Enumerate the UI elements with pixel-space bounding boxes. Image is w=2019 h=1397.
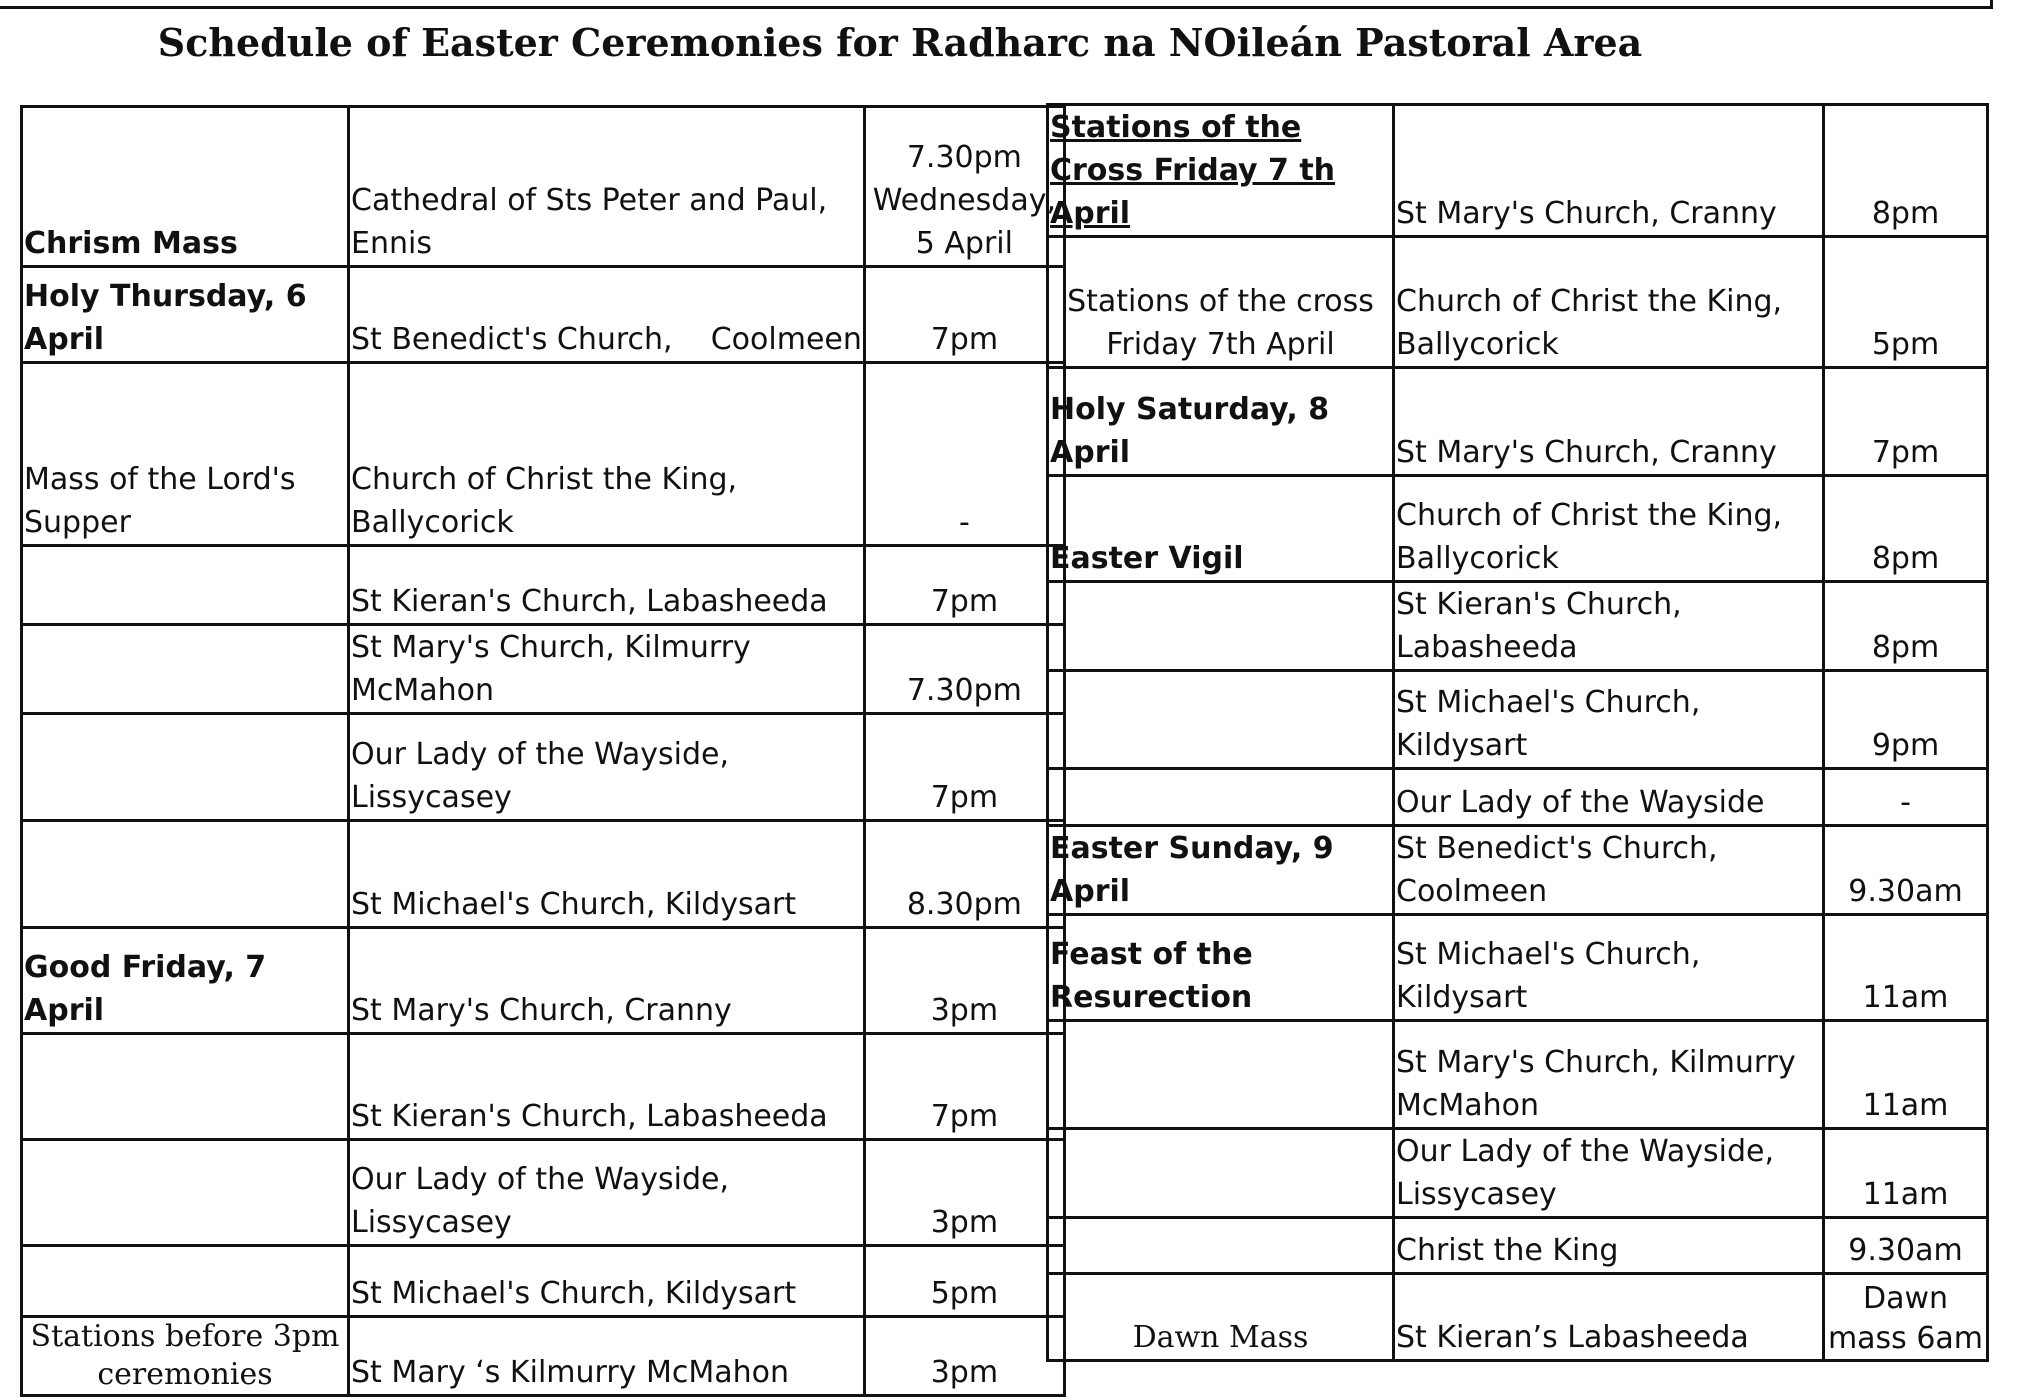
church-cell: St Kieran's Church, Labasheeda — [349, 1034, 865, 1140]
table-row — [22, 267, 1065, 363]
table-row — [1048, 476, 1988, 582]
time-cell: 11am — [1824, 1021, 1988, 1129]
event-cell: Stations of the Cross Friday 7 th April — [1048, 105, 1394, 237]
church-cell: Christ the King — [1394, 1218, 1824, 1274]
event-cell: Chrism Mass — [22, 107, 349, 267]
church-cell: Our Lady of the Wayside, Lissycasey — [349, 714, 865, 821]
event-cell: Easter Sunday, 9 April — [1048, 826, 1394, 915]
time-cell: 8pm — [1824, 105, 1988, 237]
church-cell: St Michael's Church, Kildysart — [1394, 915, 1824, 1021]
time-cell: 3pm — [864, 928, 1064, 1034]
table-row — [22, 1317, 1065, 1396]
event-cell: Mass of the Lord's Supper — [22, 363, 349, 546]
time-cell: Dawn mass 6am — [1824, 1274, 1988, 1361]
church-cell: St Benedict's Church, Coolmeen — [1394, 826, 1824, 915]
time-cell: 11am — [1824, 915, 1988, 1021]
time-cell: 7pm — [864, 546, 1064, 625]
event-cell — [1048, 671, 1394, 769]
time-cell: 11am — [1824, 1129, 1988, 1218]
event-cell — [22, 1246, 349, 1317]
event-cell — [22, 714, 349, 821]
table-row — [1048, 826, 1988, 915]
time-cell: 9.30am — [1824, 1218, 1988, 1274]
table-row — [22, 1246, 1065, 1317]
church-cell: St Kieran's Church, Labasheeda — [349, 546, 865, 625]
church-cell: Cathedral of Sts Peter and Paul, Ennis — [349, 107, 865, 267]
time-cell: 7.30pm — [864, 625, 1064, 714]
time-cell: 7pm — [864, 1034, 1064, 1140]
event-cell — [22, 546, 349, 625]
event-cell: Holy Saturday, 8 April — [1048, 368, 1394, 476]
time-cell: 7pm — [864, 714, 1064, 821]
church-cell: St Mary's Church, Cranny — [1394, 368, 1824, 476]
table-row — [22, 546, 1065, 625]
church-cell: St Kieran's Church, Labasheeda — [1394, 582, 1824, 671]
church-cell: Church of Christ the King, Ballycorick — [1394, 237, 1824, 368]
event-cell — [1048, 1129, 1394, 1218]
table-row — [22, 821, 1065, 928]
church-cell: St Michael's Church, Kildysart — [349, 821, 865, 928]
time-cell: 8.30pm — [864, 821, 1064, 928]
church-cell: Church of Christ the King, Ballycorick — [1394, 476, 1824, 582]
church-cell: St Mary's Church, Kilmurry McMahon — [349, 625, 865, 714]
left-schedule-table — [20, 105, 1066, 1397]
table-row — [1048, 1021, 1988, 1129]
church-cell: Our Lady of the Wayside, Lissycasey — [1394, 1129, 1824, 1218]
event-cell — [22, 625, 349, 714]
table-row — [22, 1034, 1065, 1140]
event-cell — [22, 1140, 349, 1246]
time-cell: - — [1824, 769, 1988, 826]
event-cell: Easter Vigil — [1048, 476, 1394, 582]
event-cell: Stations before 3pm ceremonies — [22, 1317, 349, 1396]
church-cell: Our Lady of the Wayside — [1394, 769, 1824, 826]
event-cell: Good Friday, 7 April — [22, 928, 349, 1034]
time-cell: 8pm — [1824, 476, 1988, 582]
event-cell — [22, 1034, 349, 1140]
page-title: Schedule of Easter Ceremonies for Radharc na NOileán Pastoral Area — [157, 20, 1643, 65]
church-cell: St Michael's Church, Kildysart — [349, 1246, 865, 1317]
church-cell: St Kieran’s Labasheeda — [1394, 1274, 1824, 1361]
church-cell: St Mary's Church, Cranny — [349, 928, 865, 1034]
time-cell: - — [864, 363, 1064, 546]
church-cell: St Mary's Church, Kilmurry McMahon — [1394, 1021, 1824, 1129]
table-row — [1048, 237, 1988, 368]
time-cell: 7pm — [1824, 368, 1988, 476]
event-cell — [1048, 1021, 1394, 1129]
table-row — [22, 625, 1065, 714]
time-cell: 7.30pm Wednesday, 5 April — [864, 107, 1064, 267]
table-row — [1048, 769, 1988, 826]
table-row — [1048, 582, 1988, 671]
event-cell: Holy Thursday, 6 April — [22, 267, 349, 363]
time-cell: 3pm — [864, 1140, 1064, 1246]
church-cell: St Benedict's Church, Coolmeen — [349, 267, 865, 363]
church-cell: St Mary's Church, Cranny — [1394, 105, 1824, 237]
table-row — [22, 363, 1065, 546]
table-row — [22, 107, 1065, 267]
table-row — [1048, 671, 1988, 769]
table-row — [1048, 1218, 1988, 1274]
church-cell: Church of Christ the King, Ballycorick — [349, 363, 865, 546]
time-cell: 5pm — [864, 1246, 1064, 1317]
event-cell — [1048, 582, 1394, 671]
table-row — [1048, 915, 1988, 1021]
event-cell: Dawn Mass — [1048, 1274, 1394, 1361]
table-row — [1048, 368, 1988, 476]
church-cell: St Mary ‘s Kilmurry McMahon — [349, 1317, 865, 1396]
church-cell: St Michael's Church, Kildysart — [1394, 671, 1824, 769]
top-border-line — [0, 0, 1993, 9]
time-cell: 9pm — [1824, 671, 1988, 769]
table-row — [22, 1140, 1065, 1246]
right-schedule-table — [1046, 103, 1989, 1362]
table-row — [1048, 1274, 1988, 1361]
event-cell — [1048, 1218, 1394, 1274]
event-cell — [22, 821, 349, 928]
church-cell: Our Lady of the Wayside, Lissycasey — [349, 1140, 865, 1246]
time-cell: 9.30am — [1824, 826, 1988, 915]
event-cell: Feast of the Resurection — [1048, 915, 1394, 1021]
table-row — [22, 928, 1065, 1034]
time-cell: 5pm — [1824, 237, 1988, 368]
table-row — [1048, 1129, 1988, 1218]
table-row — [1048, 105, 1988, 237]
time-cell: 7pm — [864, 267, 1064, 363]
event-cell: Stations of the cross Friday 7th April — [1048, 237, 1394, 368]
event-cell — [1048, 769, 1394, 826]
time-cell: 8pm — [1824, 582, 1988, 671]
time-cell: 3pm — [864, 1317, 1064, 1396]
table-row — [22, 714, 1065, 821]
